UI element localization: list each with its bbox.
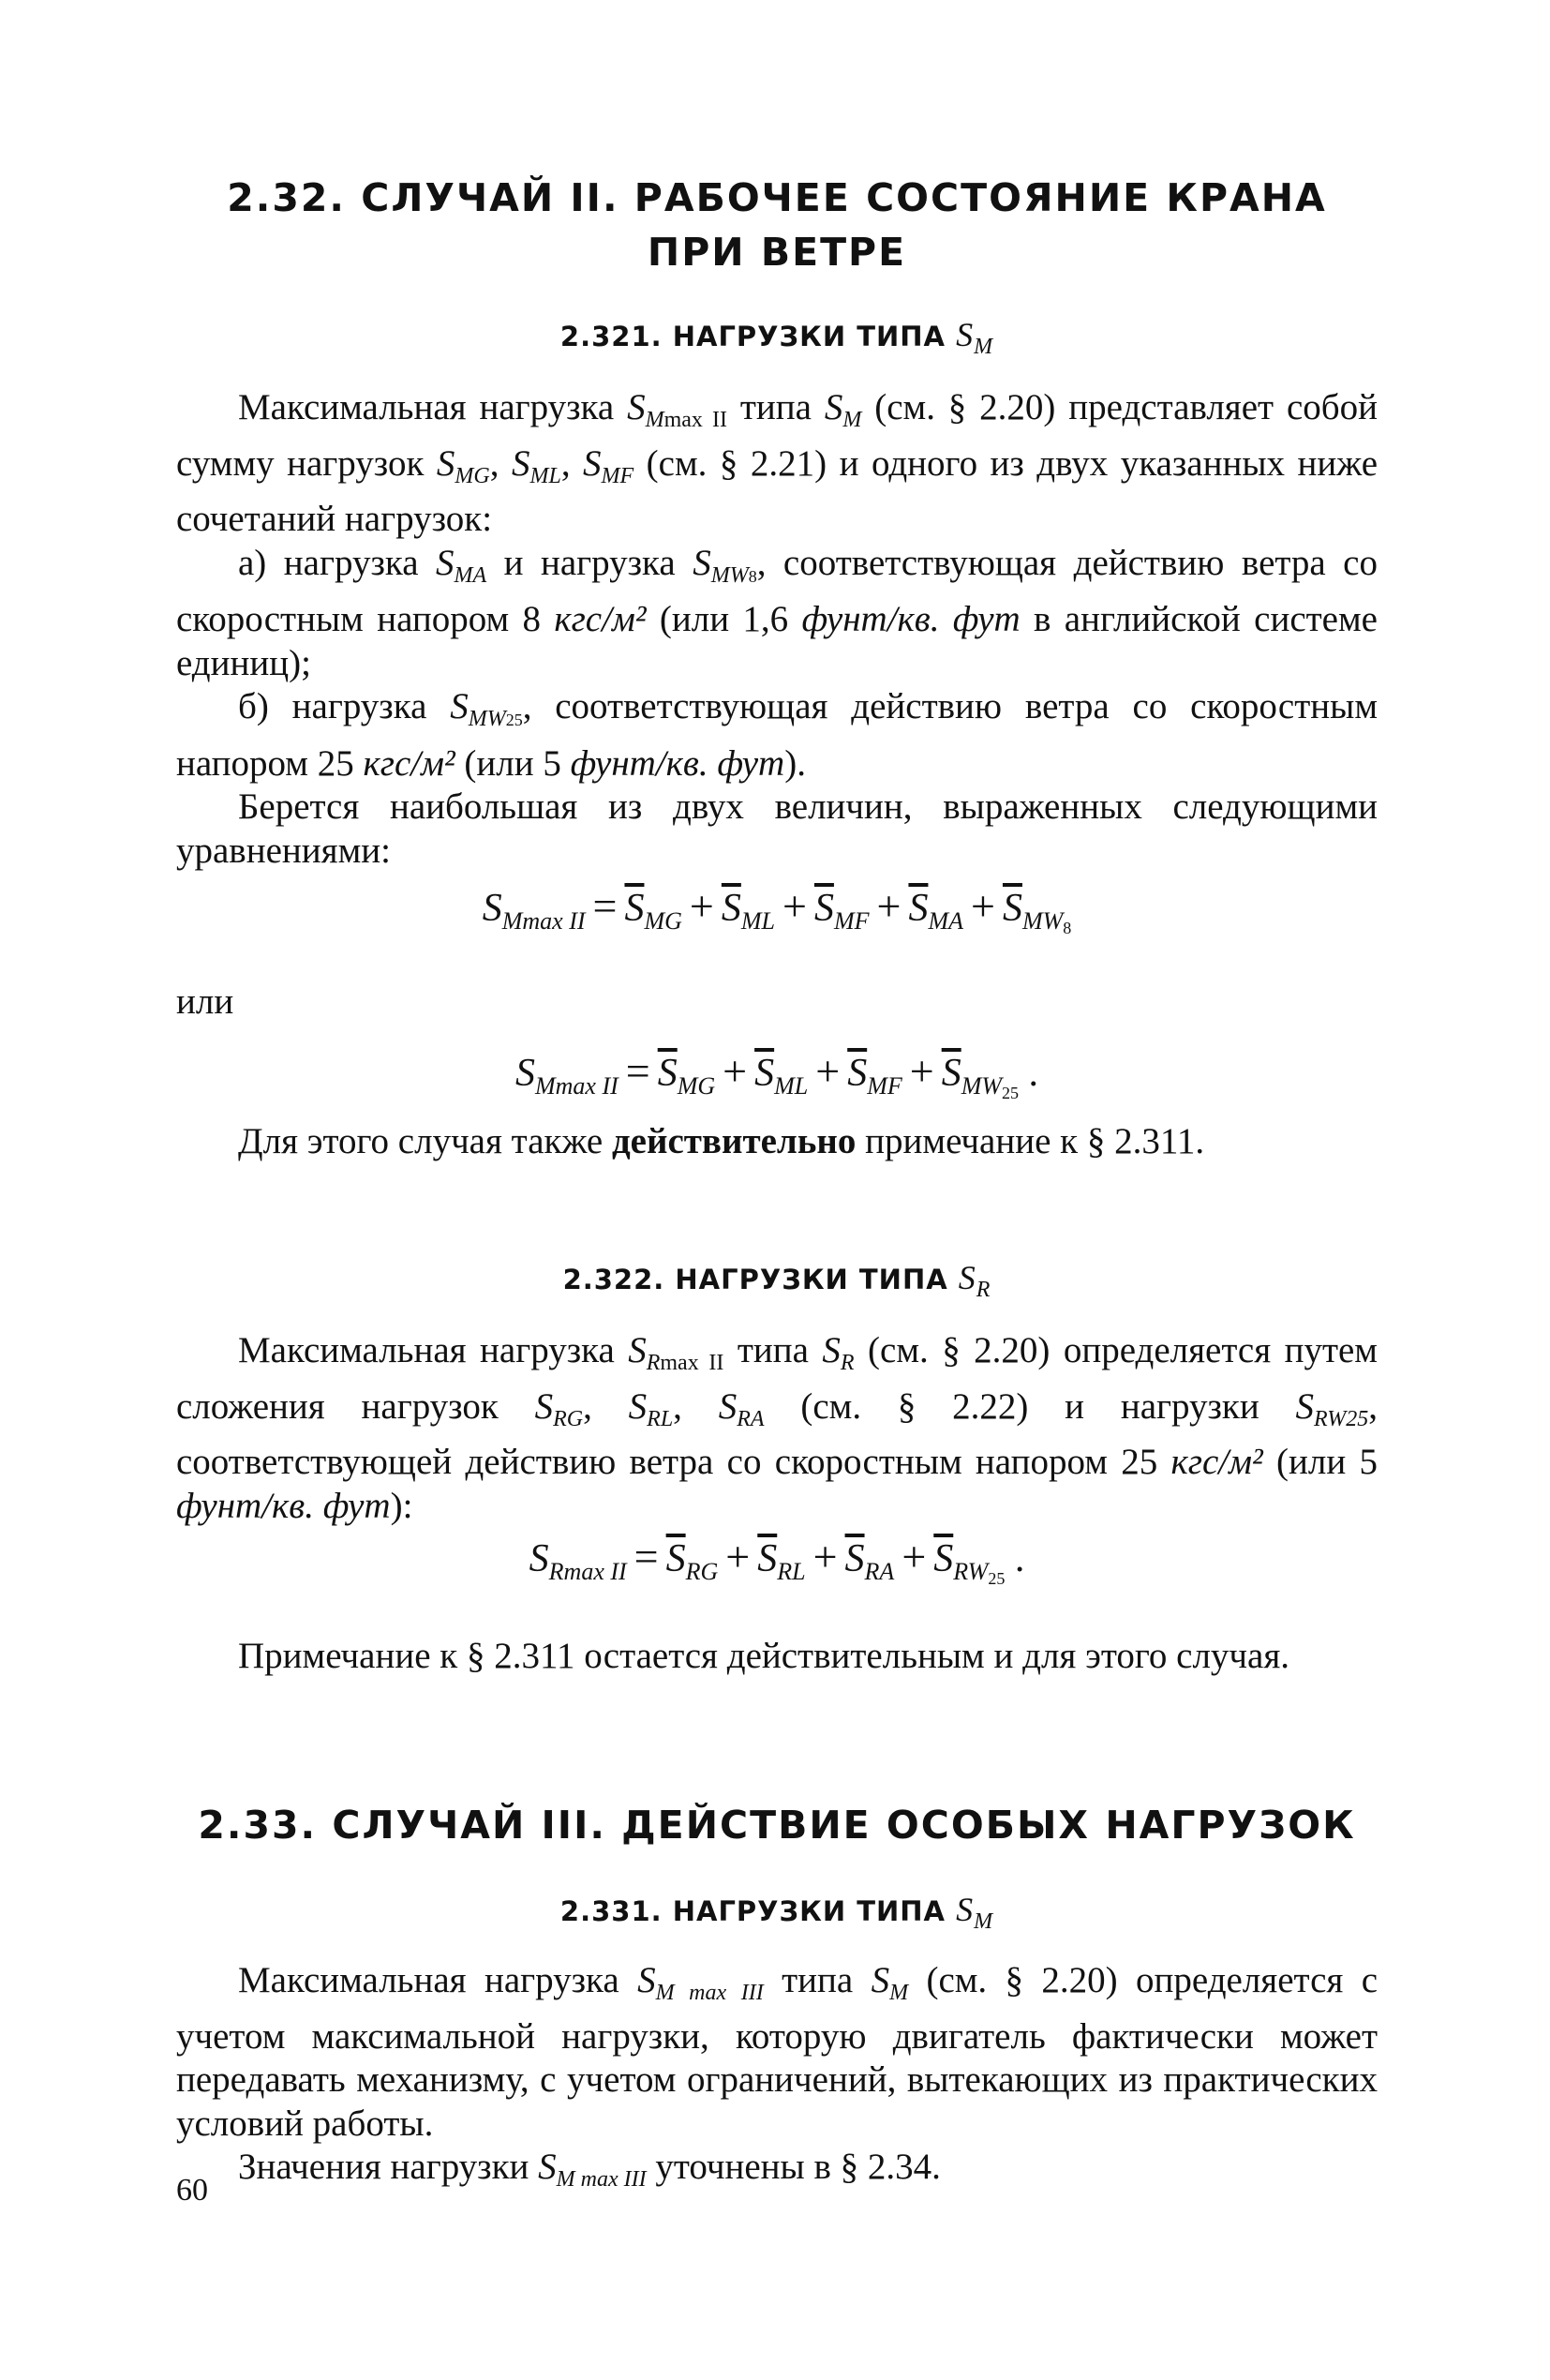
subsection-body-2-321 <box>176 386 1378 873</box>
symbol-sub-max: max II <box>663 408 727 432</box>
note-paragraph-2-322 <box>176 1635 1378 1679</box>
symbol-sub: MW <box>710 562 749 588</box>
section-title-line-1: 2.32. СЛУЧАЙ II. РАБОЧЕЕ СОСТОЯНИЕ КРАНА <box>227 175 1327 220</box>
text-run: Максимальная нагрузка <box>238 1960 638 2000</box>
heading-text: 2.331. НАГРУЗКИ ТИПА <box>559 1895 946 1927</box>
paragraph-definition: Максимальная нагрузка $S_{Mmax II}$ типа $S_M$ (см. § 2.20) представляет собой сумму нагрузок $S_{MG}$, $S_{ML}$, $S_{MF}$ (см. § 2.21) и одного из двух указанных ниже сочетаний нагрузок: <box>176 387 1379 539</box>
or-label: или <box>176 981 234 1022</box>
heading-symbol: S <box>956 316 975 353</box>
text-run: ). <box>784 742 806 784</box>
page-number: 60 <box>176 2173 208 2208</box>
symbol-sub-number: 25 <box>505 711 523 729</box>
text-run: типа <box>723 1330 823 1370</box>
eq-term-sub-number: 8 <box>1063 919 1072 937</box>
symbol-sub: RA <box>737 1406 765 1431</box>
paragraph-definition: Максимальная нагрузка $S_{M max III}$ типа $S_M$ (см. § 2.20) определяется с учетом максимальной нагрузки, которую двигатель фактически может передавать механизму, с учетом ограничений, вытекающих из практических условий работы. <box>176 1960 1378 2144</box>
symbol-s: S <box>436 442 455 484</box>
eq-term-sub: MW <box>1021 907 1064 935</box>
symbol-sub: MA <box>454 562 487 588</box>
list-item-b: б) нагрузка $S_{MW25}$, соответствующая действию ветра со скоростным напором 25 кгс/м² (или 5 фунт/кв. фут). <box>176 686 1378 784</box>
eq-term-sub: RG <box>685 1558 719 1585</box>
unit: фунт/кв. фут <box>176 1485 391 1526</box>
eq-lhs-sub: Mmax II <box>534 1072 619 1100</box>
equation-1: $S_{Mmax II} = \overline{S}_{MG} + \overline{S}_{ML} + \overline{S}_{MF} + \overline{S}_{MA} + \overline{S}_{MW8}$ <box>482 882 1072 937</box>
or-label-row <box>176 980 1378 1023</box>
text-run: в английской системе единиц); <box>176 599 1378 683</box>
symbol-sub: RG <box>553 1406 584 1431</box>
text-run: ): <box>390 1485 413 1526</box>
heading-text: 2.322. НАГРУЗКИ ТИПА <box>562 1264 948 1295</box>
unit: кгс/м² <box>1170 1442 1263 1482</box>
subsection-body-2-331 <box>176 1959 1378 2202</box>
text-run: , соответствующая действию ветра со скоростным напором 25 <box>176 686 1378 784</box>
text-run: Максимальная нагрузка <box>238 387 628 427</box>
subsection-heading-2-321 <box>176 315 1378 360</box>
text-run: (см. § 2.22) и нагрузки <box>764 1385 1296 1427</box>
text-run: уточнены в § 2.34. <box>646 2147 941 2187</box>
text-run: (или 5 <box>1262 1442 1378 1482</box>
text-run: Значения нагрузки <box>238 2147 539 2187</box>
symbol-sub: RL <box>647 1406 674 1431</box>
equation-2: $S_{Mmax II} = \overline{S}_{MG} + \overline{S}_{ML} + \overline{S}_{MF} + \overline{S}_{MW25}$ . <box>514 1047 1039 1102</box>
eq-lhs-sub: Rmax II <box>548 1558 627 1585</box>
paragraph-equations-intro: Берется наибольшая из двух величин, выраженных следующими уравнениями: <box>176 786 1378 871</box>
symbol-sub: R <box>646 1351 661 1375</box>
eq-term-sub: MF <box>833 907 870 935</box>
unit: кгс/м² <box>554 599 647 639</box>
eq-term-sub: MG <box>677 1072 716 1100</box>
eq-lhs-sub: Mmax II <box>501 907 586 935</box>
unit: кгс/м² <box>363 742 455 784</box>
text-run: типа <box>727 387 825 427</box>
eq-term-sub: RL <box>777 1558 806 1585</box>
text-run: (или 5 <box>455 742 571 784</box>
eq-term-sub: ML <box>740 907 775 935</box>
heading-symbol-sub: M <box>974 335 994 359</box>
symbol-sub-number: 8 <box>748 566 757 586</box>
eq-term-sub: MF <box>867 1072 902 1100</box>
symbol-sub: M max III <box>655 1981 764 2005</box>
eq-term-sub-number: 25 <box>1002 1084 1020 1102</box>
symbol-sub: M <box>645 408 664 432</box>
section-title-2-32 <box>176 171 1378 279</box>
symbol-sub: MG <box>455 463 490 488</box>
symbol-sub: MW <box>468 707 506 731</box>
symbol-sub: M <box>842 408 862 432</box>
text-run: Максимальная нагрузка <box>238 1330 629 1370</box>
text-run: Для этого случая также <box>238 1121 612 1161</box>
text-run: а) нагрузка <box>238 542 436 583</box>
eq-term-sub: MW <box>961 1072 1003 1100</box>
text-run: б) нагрузка <box>238 686 451 726</box>
paragraph-reference: Значения нагрузки $S_{M max III}$ уточнены в § 2.34. <box>238 2147 941 2192</box>
section-title-line-2: ПРИ ВЕТРЕ <box>647 230 907 275</box>
symbol-sub: ML <box>529 463 561 488</box>
eq-term-sub: RW <box>953 1558 989 1585</box>
paragraph-definition: Максимальная нагрузка $S_{Rmax II}$ типа $S_R$ (см. § 2.20) определяется путем сложения нагрузок $S_{RG}$, $S_{RL}$, $S_{RA}$ (см. § 2.22) и нагрузки $S_{RW25}$, соответствующей действию ветра со скоростным напором 25 кгс/м² (или 5 фунт/кв. фут): <box>176 1330 1379 1526</box>
text-run: (см. § 2.21) и одного из двух указанных ниже сочетаний нагрузок: <box>176 442 1379 539</box>
symbol-sub: RW25 <box>1314 1406 1369 1431</box>
text-run: (см. § 2.20) представляет собой сумму нагрузок <box>176 387 1378 484</box>
symbol-s: S <box>627 387 646 427</box>
eq-term-sub: MG <box>644 907 682 935</box>
text-run: (или 1,6 <box>646 599 802 639</box>
note-paragraph-2-321 <box>176 1120 1378 1164</box>
text-run: и нагрузка <box>486 542 693 583</box>
unit: фунт/кв. фут <box>570 742 785 784</box>
section-title: 2.33. СЛУЧАЙ III. ДЕЙСТВИЕ ОСОБЫХ НАГРУЗОК <box>198 1803 1356 1848</box>
heading-symbol-sub: M <box>974 1909 994 1934</box>
eq-term-sub: ML <box>774 1072 809 1100</box>
text-run: (см. § 2.20) определяется путем сложения нагрузок <box>176 1330 1378 1427</box>
heading-text: 2.321. НАГРУЗКИ ТИПА <box>559 321 946 352</box>
text-bold: действительно <box>611 1121 857 1161</box>
heading-symbol-sub: R <box>976 1278 991 1302</box>
text-run: , соответствующей действию ветра со скоростным напором 25 <box>176 1385 1379 1482</box>
text-run: примечание к § 2.311. <box>856 1121 1205 1161</box>
paragraph-note: Примечание к § 2.311 остается действительным и для этого случая. <box>238 1636 1290 1676</box>
eq-term-sub-number: 25 <box>988 1569 1006 1588</box>
symbol-sub: M <box>889 1981 909 2005</box>
paragraph-note <box>176 1120 1378 1164</box>
symbol-sub: M max III <box>556 2167 647 2192</box>
list-item-a: а) нагрузка $S_{MA}$ и нагрузка $S_{MW8}$, соответствующая действию ветра со скоростным напором 8 кгс/м² (или 1,6 фунт/кв. фут в английской системе единиц); <box>176 542 1378 683</box>
equation-3: $S_{Rmax II} = \overline{S}_{RG} + \overline{S}_{RL} + \overline{S}_{RA} + \overline{S}_{RW25}$ . <box>529 1533 1025 1588</box>
symbol-sub: R <box>840 1351 855 1375</box>
symbol-s: S <box>824 387 843 427</box>
eq-term-sub: MA <box>928 907 963 935</box>
section-title-2-33 <box>176 1798 1378 1852</box>
unit: фунт/кв. фут <box>801 599 1021 639</box>
text-run: (см. § 2.20) определяется с учетом максимальной нагрузки, которую двигатель фактически может передавать механизму, с учетом ограничений, вытекающих из практических условий работы. <box>176 1960 1378 2144</box>
subsection-body-2-322 <box>176 1329 1378 1528</box>
symbol-sub: MF <box>601 463 634 488</box>
subsection-heading-2-331: 2.331. НАГРУЗКИ ТИПА $S_M$ <box>559 1891 994 1934</box>
symbol-sub-max: max II <box>660 1351 724 1375</box>
text-run: типа <box>763 1960 872 2000</box>
eq-term-sub: RA <box>864 1558 895 1585</box>
text-run: , соответствующая действию ветра со скоростным напором 8 <box>176 542 1378 639</box>
subsection-heading-2-322: 2.322. НАГРУЗКИ ТИПА $S_R$ <box>562 1259 991 1302</box>
